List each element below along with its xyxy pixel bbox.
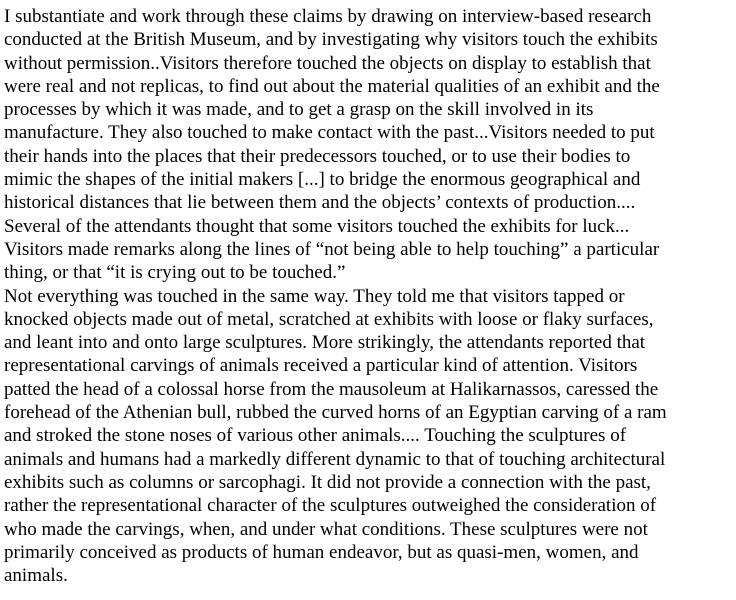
text-line: mimic the shapes of the initial makers [...] to bridge the enormous geographical and	[4, 169, 641, 191]
text-line: processes by which it was made, and to get a grasp on the skill involved in its	[4, 99, 594, 121]
paragraph-2	[4, 285, 732, 588]
text-line: Visitors made remarks along the lines of “not being able to help touching” a particular	[4, 238, 660, 260]
text-line: manufacture. They also touched to make contact with the past...Visitors needed to put	[4, 122, 655, 144]
text-line: animals.	[4, 565, 68, 587]
text-line: and stroked the stone noses of various other animals.... Touching the sculptures of	[4, 425, 627, 447]
text-line: exhibits such as columns or sarcophagi. It did not provide a connection with the past,	[4, 471, 651, 493]
text-line: rather the representational character of the sculptures outweighed the consideration of	[4, 495, 657, 517]
text-line: historical distances that lie between them and the objects’ contexts of production....	[4, 192, 636, 214]
text-line: primarily conceived as products of human endeavor, but as quasi-men, women, and	[4, 541, 639, 563]
paragraph-1	[4, 5, 732, 285]
text-line: who made the carvings, when, and under what conditions. These sculptures were not	[4, 518, 648, 540]
text-line: thing, or that “it is crying out to be touched.”	[4, 262, 346, 284]
text-line: Several of the attendants thought that some visitors touched the exhibits for luck...	[4, 215, 630, 237]
text-line: knocked objects made out of metal, scratched at exhibits with loose or flaky surfaces,	[4, 308, 654, 330]
text-line: Not everything was touched in the same way. They told me that visitors tapped or	[4, 285, 625, 307]
text-line: without permission..Visitors therefore touched the objects on display to establish that	[4, 52, 651, 74]
text-body	[4, 5, 732, 587]
text-line: and leant into and onto large sculptures. More strikingly, the attendants reported that	[4, 332, 646, 354]
text-line: I substantiate and work through these claims by drawing on interview-based research	[4, 6, 652, 27]
text-line: representational carvings of animals received a particular kind of attention. Visitors	[4, 355, 638, 377]
text-line: patted the head of a colossal horse from the mausoleum at Halikarnassos, caressed the	[4, 378, 659, 400]
text-line: conducted at the British Museum, and by investigating why visitors touch the exhibits	[4, 29, 658, 51]
text-line: their hands into the places that their predecessors touched, or to use their bodies to	[4, 145, 631, 167]
text-line: were real and not replicas, to find out about the material qualities of an exhibit and the	[4, 75, 660, 97]
text-line: forehead of the Athenian bull, rubbed the curved horns of an Egyptian carving of a ram	[4, 402, 667, 424]
text-line: animals and humans had a markedly different dynamic to that of touching architectural	[4, 448, 666, 470]
